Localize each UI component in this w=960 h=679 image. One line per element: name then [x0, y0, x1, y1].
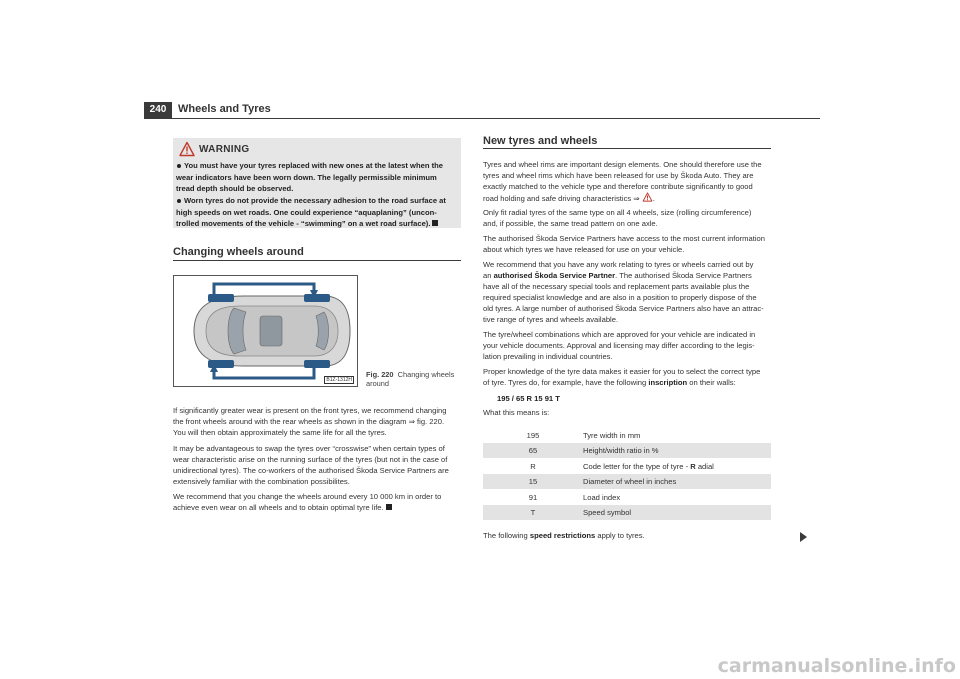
paragraph-crosswise-swap: It may be advantageous to swap the tyres over “crosswise” when certain types of wear characteristic arise on the running surface of the tyres (but not in the case of unidirectional tyres). The co-workers of the authorised Škoda Service Partners are extensively familiar with the combination possibilites.	[173, 444, 449, 486]
warning-item-1: You must have your tyres replaced with new ones at the latest when the wear indicators have been worn down. The legally permissible minimum tread depth should be observed.	[176, 161, 443, 193]
paragraph-design-elements: Tyres and wheel rims are important design elements. One should therefore use the tyres and wheel rims which have been released for use by Škoda Auto. They are exactly matched to the vehicle type and therefore contribute significantly to good road holding and safe driving characteristics ⇒ .	[483, 160, 762, 203]
paragraph-recommend-service: We recommend that you have any work relating to tyres or wheels carried out by an authorised Škoda Service Partner. The authorised Škoda Service Partners have all of the necessary special tools and replacement parts available plus the required specialist knowledge and are also in a position to properly dispose of the old tyres. A large number of authorised Škoda Service Partners also have an attrac- tive range of tyres and wheels available.	[483, 260, 764, 324]
paragraph-radial-tyres: Only fit radial tyres of the same type on all 4 wheels, size (rolling circumference) and, if possible, the same tread pattern on one axle.	[483, 208, 752, 228]
next-page-arrow-icon[interactable]	[800, 532, 807, 542]
table-row: R Code letter for the type of tyre - R adial	[530, 462, 714, 471]
watermark: carmanualsonline.info	[717, 655, 956, 677]
what-this-means-label: What this means is:	[483, 408, 550, 417]
section-rule	[173, 260, 461, 261]
tyre-inscription-example: 195 / 65 R 15 91 T	[497, 394, 560, 403]
paragraph-tyre-data: Proper knowledge of the tyre data makes it easier for you to select the correct type of tyre. Tyres do, for example, have the following inscription on their walls:	[483, 367, 761, 387]
paragraph-service-partner-info: The authorised Škoda Service Partners have access to the most current information about which tyres we have released for use on your vehicle.	[483, 234, 765, 254]
table-row: 195 Tyre width in mm	[526, 431, 641, 440]
paragraph-rotation-interval: We recommend that you change the wheels around every 10 000 km in order to achieve even wear on all wheels and to obtain optimal tyre life.	[173, 492, 442, 512]
section-title-changing-wheels: Changing wheels around	[173, 246, 304, 258]
table-row: 91 Load index	[528, 493, 621, 502]
warning-item-2: Worn tyres do not provide the necessary adhesion to the road surface at high speeds on wet roads. One could experience “aquaplaning” (uncon- trolled movements of the vehicle - “swimming” on a wet road surface).	[176, 196, 446, 228]
table-row: 65 Height/width ratio in %	[483, 443, 771, 458]
warning-triangle-icon	[642, 192, 653, 202]
header-rule	[144, 118, 820, 119]
bullet-icon	[177, 199, 181, 203]
section-title-new-tyres: New tyres and wheels	[483, 135, 598, 147]
figure-caption: Fig. 220 Changing wheels around	[366, 370, 455, 388]
paragraph-approved-combinations: The tyre/wheel combinations which are approved for your vehicle are indicated in your vehicle documents. Approval and licensing may differ according to the legis- lation prevailing in individual countries.	[483, 330, 756, 361]
figure-code: B1Z-1312H	[326, 377, 352, 383]
table-row: 15 Diameter of wheel in inches	[483, 474, 771, 489]
car-top-view-illustration	[174, 276, 357, 386]
warning-triangle-icon	[179, 141, 195, 157]
section-rule	[483, 148, 771, 149]
table-row: T Speed symbol	[483, 505, 771, 520]
warning-title: WARNING	[199, 144, 250, 155]
running-head: Wheels and Tyres	[178, 103, 271, 115]
end-of-section-icon	[432, 220, 438, 226]
end-of-section-icon	[386, 504, 392, 510]
bullet-icon	[177, 164, 181, 168]
paragraph-front-rear-swap: If significantly greater wear is present on the front tyres, we recommend changing the front wheels around with the rear wheels as shown in the diagram ⇒ fig. 220. You will then obtain approximately the same life for all the tyres.	[173, 406, 447, 437]
figure-wheel-rotation-diagram	[173, 275, 358, 387]
figure-reference-link[interactable]: ⇒ fig. 220	[408, 417, 442, 426]
page-number: 240	[144, 102, 172, 118]
paragraph-speed-restrictions: The following speed restrictions apply to tyres.	[483, 531, 645, 540]
